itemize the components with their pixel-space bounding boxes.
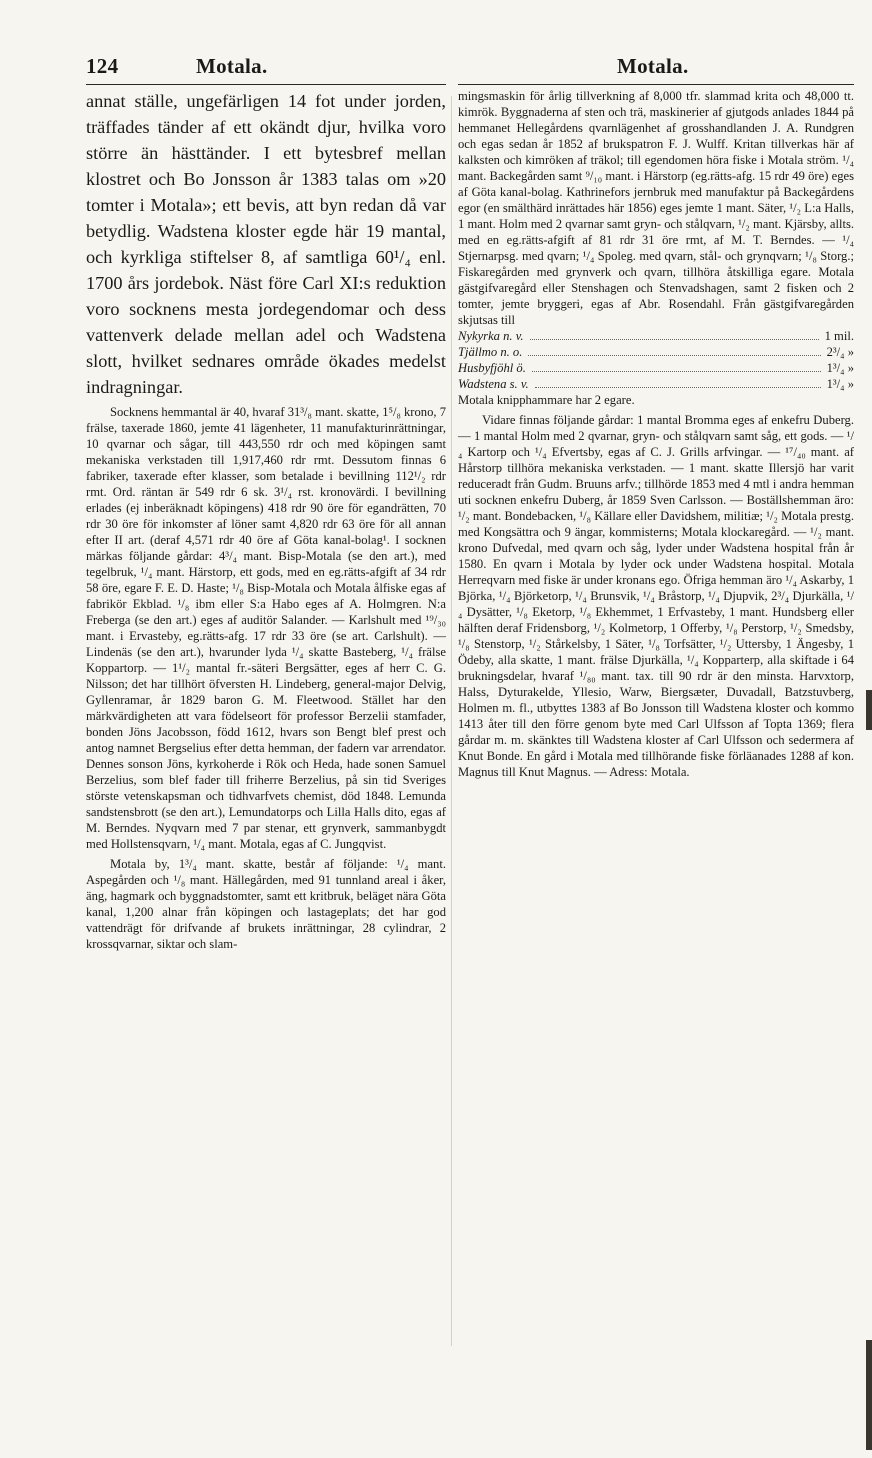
distance-table [458,328,854,392]
left-column [86,88,446,952]
leader-dots [532,356,821,372]
distance-place: Tjällmo n. o. [458,345,523,359]
intro-paragraph: annat ställe, ungefärligen 14 fot under jorden, träffades tänder af ett okändt djur, hvilka voro större än hästtänder. I ett bytesbref mellan klostret och Bo Jonsson år 1383 talas om »20 tomter i Motala»; ett bevis, att byn redan då var betydlig. Wadstena kloster egde här 19 mantal, och kyrkliga stiftelser 8, af samtliga 60¹/₄ enl. 1700 års jordebok. Näst före Carl XI:s reduktion voro socknens mesta jordegendomar och dess vattenverk delade mellan adel och Wadstena slott, hvilket sednares område ökades medelst indragningar. [86,91,446,397]
header-rule-left [86,84,446,85]
distance-value: 1³/₄ » [826,377,854,391]
knipphammare-line: Motala knipphammare har 2 egare. [458,393,635,407]
page-number: 124 [86,54,119,78]
distance-place: Nykyrka n. v. [458,329,524,343]
distance-place: Husbyfjöhl ö. [458,361,526,375]
farms-paragraph: Vidare finnas följande gårdar: 1 mantal Bromma eges af enkefru Duberg. — 1 mantal Holm med 2 qvarnar, gryn- och stålqvarn samt såg, ett gods. — ¹/₄ Kartorp och ¹/₄ Efvertsby, egas af C. J. Grills arfvingar. — ¹⁷/₄₀ mant. af Hårstorp tillhöra mekaniska verkstaden. — 1 mant. skatte Illersjö har varit reduceradt från Gudm. Bruuns arfv.; tillhörde 1853 med 4 mtl i andra hemman uti socknen enkefru Duberg, år 1859 Sven Carlsson. — Boställshemman äro: ¹/₂ mant. Bondebacken, ¹/₈ Källare eller Davidshem, militiæ; ¹/₂ Motala prestg. med Kongsättra och 9 ängar, kommisterns; Motala klockaregård. — ¹/₂ mant. krono Dufvedal, med qvarn och såg, lyder under Wadstena hospital från år 1580. En qvarn i Motala by lyder ock under Wadstena hospital. Motala Herreqvarn med fiske är under kronans ego. Öfriga hemman äro ¹/₄ Askarby, 1 Björka, ¹/₄ Björketorp, ¹/₄ Brunsvik, ¹/₄ Bråstorp, ¹/₄ Djupvik, 2³/₄ Djurkälla, ¹/₄ Dysätter, ¹/₈ Eketorp, ¹/₈ Ekhemmet, 1 Erfvasteby, 1 mant. Hundsberg eller hälften deraf Fridensborg, ¹/₂ Kolmetorp, 1 Offerby, ¹/₈ Perstorp, ¹/₂ Smedsby, ¹/₈ Stenstorp, ¹/₂ Stårkelsby, 1 Säter, ¹/₈ Torfsätter, ¹/₂ Uttersby, 1 Ängesby, 1 Ödeby, alla skatte, 1 mant. frälse Djurkälla, ¹/₄ Kopparterp, alla skiftade i 64 brukningsdelar, hvaraf ¹/₈₀ mant. tax. till 90 rdr är den minsta. Harvxtorp, Halss, Dyturakelde, Yllesio, Warw, Biergsæter, Duvadall, Batzstuvberg, Holmen m. fl., utbyttes 1383 af Bo Jonsson till Wadstena kloster och kommo 1413 åter till den förre genom byte med Carl Ulfsson af Topta 1369; flera gårdar m. m. skänktes till Wadstena kloster af Carl Ulfsson och sedermera af Knut Bonde. En gård i Motala med tillhörande fiske förläanades 1288 af kon. Magnus till Knut Magnus. — Adress: Motala. [458,413,854,779]
distance-value: 1³/₄ » [826,361,854,375]
page-edge-mark [866,690,872,730]
page-edge-mark [866,1340,872,1450]
running-title-right: Motala. [617,54,689,78]
column-divider [451,96,452,1346]
running-title-left: Motala. [196,54,268,78]
right-column [458,88,854,780]
motala-by-paragraph: Motala by, 1³/₄ mant. skatte, består af följande: ¹/₄ mant. Aspegården och ¹/₈ mant. Hällegården, med 91 tunnland areal i åker, äng, hagmark och byggnadstomter, samt ett kritbruk, beläget nära Göta kanal, 1,200 alnar från köpingen och lastageplats; det har god vattendrägt för drifvande af brukets inrättningar, 28 cylindrar, 2 krossqvarnar, siktar och slam- [86,857,446,951]
distance-place: Wadstena s. v. [458,377,529,391]
distance-value: 2³/₄ » [826,345,854,359]
continuation-paragraph: mingsmaskin för årlig tillverkning af 8,000 tfr. slammad krita och 48,000 tt. kimrök. Byggnaderna af sten och trä, maskinerier af gjutgods anlades 1844 på hemmanet Hellegårdens qvarnlägenhet af grosshandlanden J. A. Rundgren och egas sedan år 1852 af brukspatron F. J. Wulff. Kritan tillverkas här af kalksten och kimröken af träkol; till egendomen höra fiske i Motala ström. ¹/₄ mant. Backegården samt ⁹/₁₀ mant. i Härstorp (eg.rätts-afg. 15 rdr 49 öre) eges af Göta kanal-bolag. Kathrinefors jernbruk med manufaktur på Backegårdens egor (en smälthärd inrättades här 1856) eges jemte 1 mant. Säter, ¹/₂ L:a Halls, 1 mant. Holm med 2 qvarnar samt gryn- och stålqvarn, ¹/₂ mant. Kjärsby, allts. med en eg.rätts-afgift af 81 rdr 31 öre rmt, af M. T. Berndes. — ¹/₄ Stjernarpsg. med qvarn; ¹/₄ Spoleg. med qvarn, stål- och grynqvarn; ¹/₈ Storg.; Fiskaregården med grynverk och qvarn, tillhöra åtskilliga egare. Motala gästgifvaregård eller Stenshagen och Stenvadshagen, samt 2 fisken och 2 tomter, jemte bryggeri, egas af Abr. Rosendahl. Från gästgifvaregården skjutsas till [458,89,854,327]
header-rule-right [458,84,854,85]
leader-dots [528,340,820,356]
parish-paragraph: Socknens hemmantal är 40, hvaraf 31³/₈ mant. skatte, 1⁵/₈ krono, 7 frälse, taxerade 1860, jemte 41 lägenheter, 11 manufakturinrättningar, 10 qvarnar och sågar, till 443,550 rdr och med köpingen samt mekaniska verkstaden till 1,917,460 rdr rmt. Dessutom finnas 6 fabriker, taxerade efter klasser, som betalade i bevillning 112¹/₂ rdr rmt. Ord. räntan är 549 rdr 6 sk. 3¹/₄ rst. kronovärdi. I bevillning erlades (ej inberäknadt köpingens) 418 rdr 90 öre för egandrätten, 70 rdr 30 öre för inkomster af löner samt 4,820 rdr 63 öre för all annan efter II art. (deraf 4,571 rdr 40 öre af Göta kanal-bolag¹. I socknen märkas följande gårdar: 4³/₄ mant. Bisp-Motala (se den art.), med tegelbruk, ¹/₄ mant. Härstorp, ett gods, med en eg.rätts-afgift af 34 rdr 58 öre, egare F. E. D. Haste; ¹/₈ Bisp-Motala och Motala ålfiske egas af fabrikör Ekblad. ¹/₈ ibm eller S:a Habo eges af A. Holmgren. N:a Freberga (se den art.) eges af auditör Salander. — Karlshult med ¹⁹/₃₀ mant. i Ervasteby, eg.rätts-afg. 17 rdr 33 öre (se art. Carlshult). — Lindenäs (se den art.), hvarunder lyda ¹/₄ skatte Basteberg, ¹/₄ frälse Koppartorp. — 1¹/₂ mantal fr.-säteri Bergsätter, eges af herr C. G. Nilsson; det har tillhört öfversten H. Lindeberg, general-major Delvig, Gyllenramar, år 1829 baron G. M. Fleetwood. Stället har den märkvärdigheten att vara födelseort för professor Berzelii stamfader, bonden Jöns Jacobsson, född 1612, hvars son Bengt blef prest och antog namnet Bergselius efter detta hemman, der fadern var arrendator. Dennes sonson Jöns, kyrkoherde i Rök och Heda, hade sonen Samuel Berzelius, som blef fader till friherre Berzelius, på sin tid Sveriges störste vetenskapsman och tidhvarfvets chemist, död 1848. Lemunda sandstensbrott (se den art.), Lemundatorps och Lilla Halls dito, egas af M. Berndes. Nyqvarn med 7 par stenar, ett grynverk, sammanbygdt med Hollstensqvarn, ¹/₄ mant. Motala, egas af C. Jungqvist. [86,405,446,851]
distance-value: 1 mil. [824,329,854,343]
leader-dots [535,372,821,388]
distance-row [458,376,854,392]
leader-dots [530,324,819,340]
